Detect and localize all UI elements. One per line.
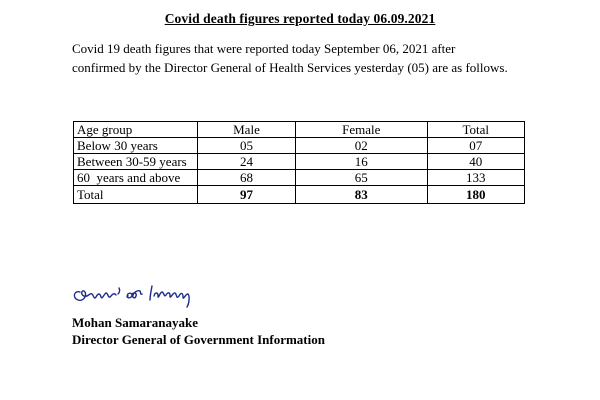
table-total-row <box>74 186 525 204</box>
handwritten-signature <box>70 282 220 310</box>
male-cell: 24 <box>198 154 296 170</box>
total-label-cell: Total <box>74 186 198 204</box>
intro-paragraph: Covid 19 death figures that were reported today September 06, 2021 after confirmed by the Director General of Health Services yesterday (05) are as follows. <box>72 41 508 75</box>
table-row <box>74 154 525 170</box>
header-male: Male <box>198 122 296 138</box>
header-female: Female <box>295 122 427 138</box>
age-group-cell: Between 30-59 years <box>74 154 198 170</box>
total-cell: 133 <box>427 170 524 186</box>
total-cell: 40 <box>427 154 524 170</box>
female-cell: 16 <box>295 154 427 170</box>
female-cell: 02 <box>295 138 427 154</box>
total-cell: 07 <box>427 138 524 154</box>
signatory-name: Mohan Samaranayake <box>72 315 199 330</box>
death-figures-table <box>73 121 525 204</box>
female-cell: 65 <box>295 170 427 186</box>
table-row <box>74 170 525 186</box>
page-title: Covid death figures reported today 06.09.2021 <box>164 11 436 26</box>
signatory-title: Director General of Government Information <box>72 332 325 347</box>
grand-total-cell: 180 <box>427 186 524 204</box>
age-group-cell: Below 30 years <box>74 138 198 154</box>
header-age-group: Age group <box>74 122 198 138</box>
male-cell: 68 <box>198 170 296 186</box>
header-total: Total <box>427 122 524 138</box>
male-cell: 05 <box>198 138 296 154</box>
table-header-row <box>74 122 525 138</box>
age-group-cell: 60 years and above <box>74 170 198 186</box>
table-row <box>74 138 525 154</box>
male-total-cell: 97 <box>198 186 296 204</box>
female-total-cell: 83 <box>295 186 427 204</box>
